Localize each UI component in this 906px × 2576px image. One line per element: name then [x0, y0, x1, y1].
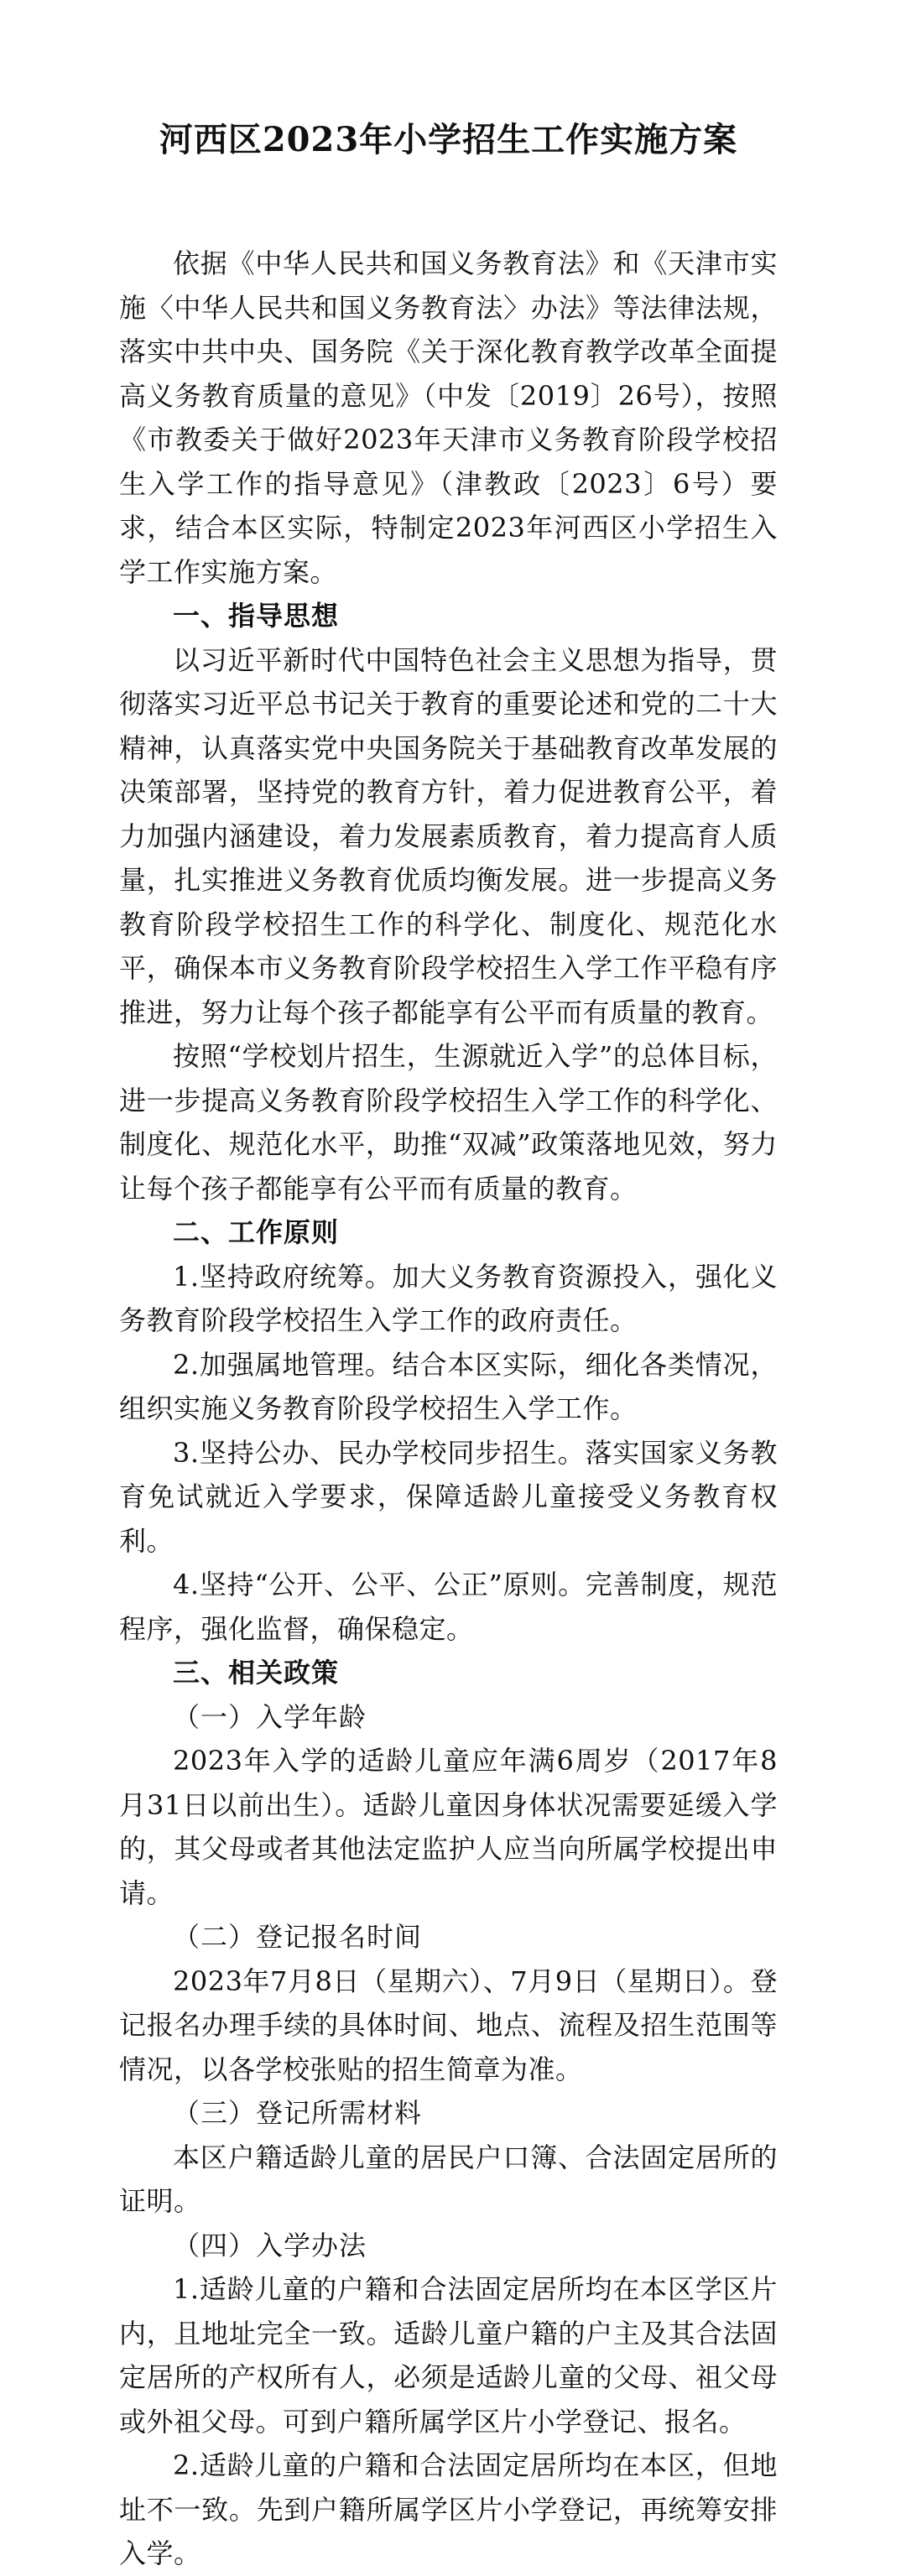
principle-item: 4.坚持“公开、公平、公正”原则。完善制度，规范程序，强化监督，确保稳定。 [119, 1569, 778, 1645]
section-heading-guiding-ideology: 一、指导思想 [173, 600, 340, 632]
guiding-ideology-paragraph-2: 按照“学校划片招生，生源就近入学”的总体目标，进一步提高义务教育阶段学校招生入学工作的科学化、制度化、规范化水平，助推“双减”政策落地见效，努力让每个孩子都能享有公平而有质量的教育。 [119, 1040, 778, 1205]
admission-method-item: 1.适龄儿童的户籍和合法固定居所均在本区学区片内，且地址完全一致。适龄儿童户籍的户主及其合法固定居所的产权所有人，必须是适龄儿童的父母、祖父母或外祖父母。可到户籍所属学区片小学登记、报名。 [119, 2273, 778, 2438]
intro-paragraph: 依据《中华人民共和国义务教育法》和《天津市实施〈中华人民共和国义务教育法〉办法》等法律法规，落实中共中央、国务院《关于深化教育教学改革全面提高义务教育质量的意见》（中发〔2019〕26号），按照《市教委关于做好2023年天津市义务教育阶段学校招生入学工作的指导意见》（津教政〔2023〕6号）要求，结合本区实际，特制定2023年河西区小学招生入学工作实施方案。 [119, 247, 778, 588]
subsection-heading-required-materials: （三）登记所需材料 [173, 2097, 423, 2129]
principle-item: 1.坚持政府统筹。加大义务教育资源投入，强化义务教育阶段学校招生入学工作的政府责任。 [119, 1260, 778, 1336]
document-title: 河西区2023年小学招生工作实施方案 [159, 120, 738, 159]
required-materials-paragraph: 本区户籍适龄儿童的居民户口簿、合法固定居所的证明。 [119, 2141, 778, 2217]
subsection-heading-admission-method: （四）入学办法 [173, 2229, 367, 2261]
principle-item: 2.加强属地管理。结合本区实际，细化各类情况，组织实施义务教育阶段学校招生入学工作。 [119, 1348, 778, 1424]
guiding-ideology-paragraph-1: 以习近平新时代中国特色社会主义思想为指导，贯彻落实习近平总书记关于教育的重要论述和党的二十大精神，认真落实党中央国务院关于基础教育改革发展的决策部署，坚持党的教育方针，着力促进教育公平，着力加强内涵建设，着力发展素质教育，着力提高育人质量，扎实推进义务教育优质均衡发展。进一步提高义务教育阶段学校招生工作的科学化、制度化、规范化水平，确保本市义务教育阶段学校招生入学工作平稳有序推进，努力让每个孩子都能享有公平而有质量的教育。 [119, 643, 778, 1028]
principle-item: 3.坚持公办、民办学校同步招生。落实国家义务教育免试就近入学要求，保障适龄儿童接受义务教育权利。 [119, 1436, 778, 1557]
subsection-heading-enrollment-age: （一）入学年龄 [173, 1700, 367, 1733]
subsection-heading-registration-time: （二）登记报名时间 [173, 1921, 423, 1953]
enrollment-age-paragraph: 2023年入学的适龄儿童应年满6周岁（2017年8月31日以前出生）。适龄儿童因身体状况需要延缓入学的，其父母或者其他法定监护人应当向所属学校提出申请。 [119, 1745, 778, 1909]
section-heading-related-policies: 三、相关政策 [173, 1657, 340, 1689]
admission-method-item: 2.适龄儿童的户籍和合法固定居所均在本区，但地址不一致。先到户籍所属学区片小学登记，再统筹安排入学。 [119, 2449, 778, 2569]
section-heading-work-principles: 二、工作原则 [173, 1216, 340, 1248]
registration-time-paragraph: 2023年7月8日（星期六）、7月9日（星期日）。登记报名办理手续的具体时间、地点、流程及招生范围等情况，以各学校张贴的招生简章为准。 [119, 1965, 778, 2085]
